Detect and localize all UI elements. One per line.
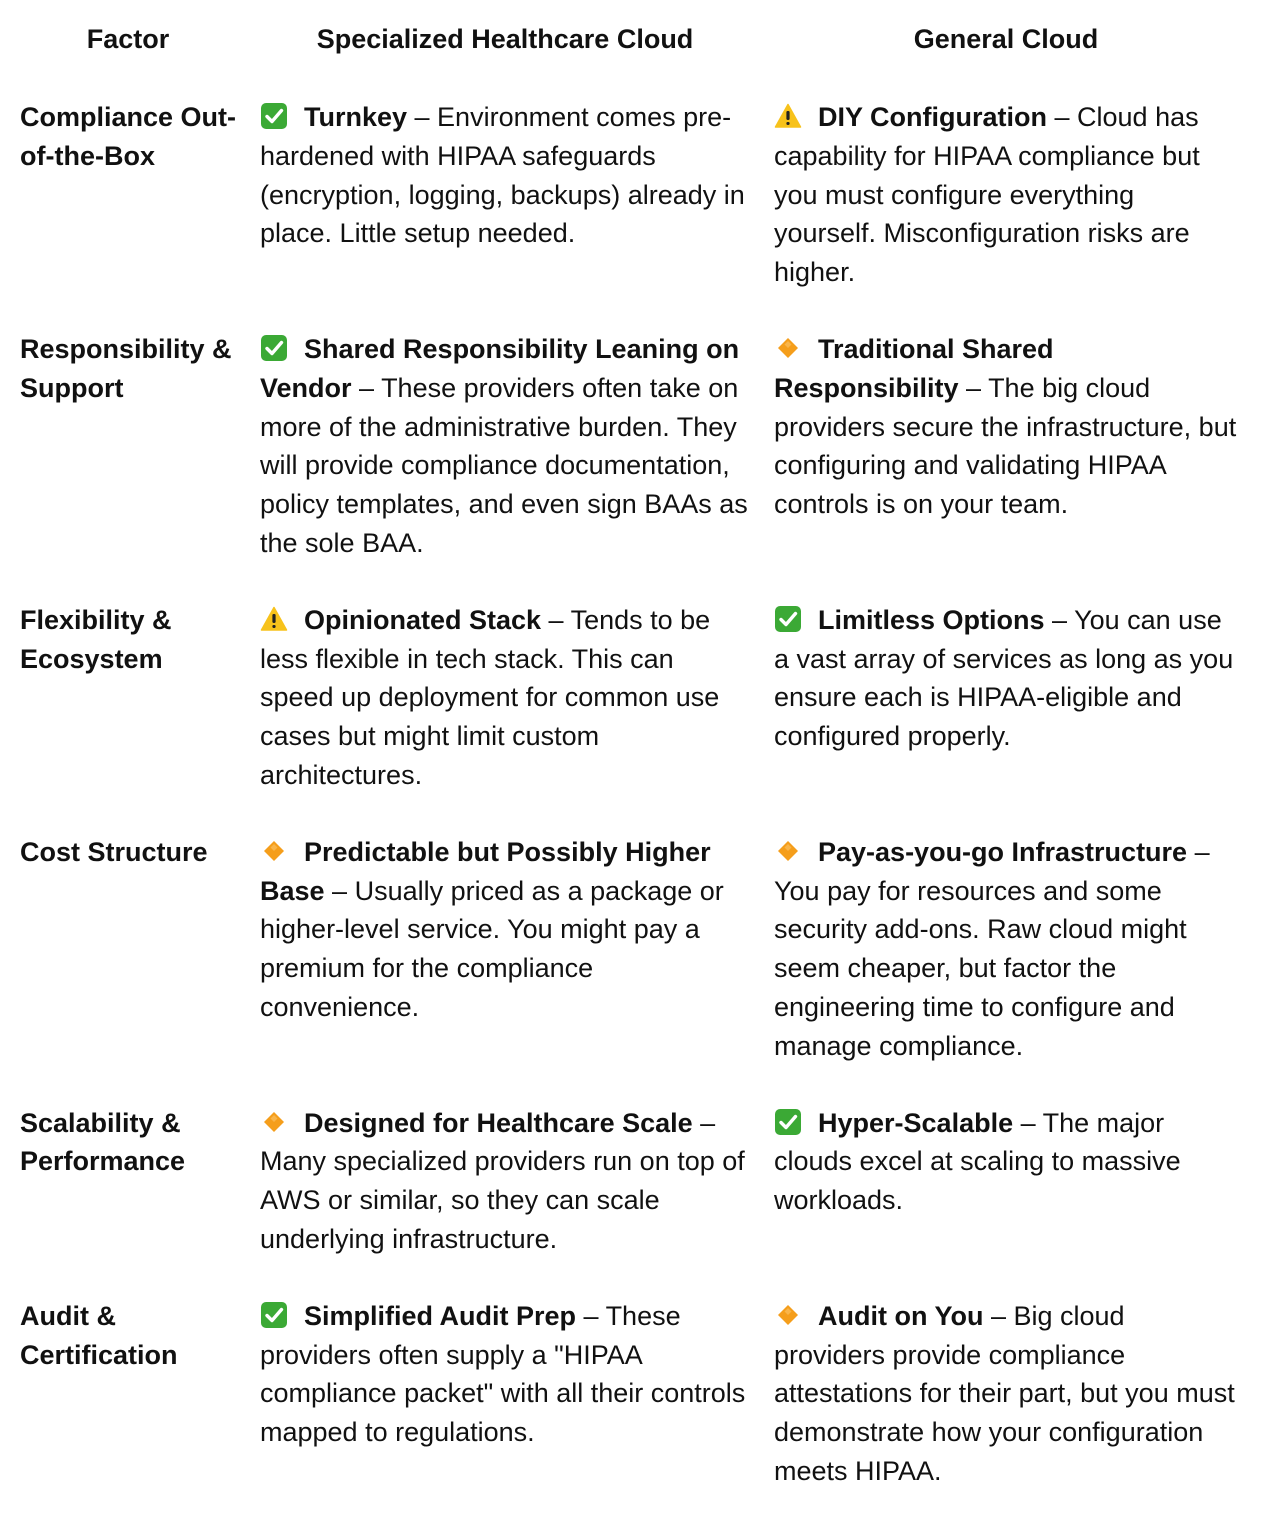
general-description: – The big cloud providers secure the infrastructure, but configuring and validating HIPAA controls is on your team. <box>774 372 1237 520</box>
general-description: – Big cloud providers provide compliance attestations for their part, but you must demonstrate how your configuration meets HIPAA. <box>774 1300 1235 1486</box>
check-icon <box>260 1301 288 1329</box>
general-title: Audit on You <box>818 1300 984 1331</box>
factor-cell: Responsibility & Support <box>20 333 232 403</box>
general-description: – Cloud has capability for HIPAA compliance but you must configure everything yourself. Misconfiguration risks are higher. <box>774 102 1200 288</box>
factor-cell: Audit & Certification <box>20 1300 178 1370</box>
header-row <box>8 0 1250 86</box>
factor-cell: Flexibility & Ecosystem <box>20 604 172 674</box>
general-cell <box>762 1092 1250 1285</box>
diamond-icon <box>774 1301 802 1329</box>
table-row <box>8 1285 1250 1517</box>
table-row <box>8 86 1250 318</box>
specialized-cell <box>248 318 762 589</box>
table-row <box>8 1092 1250 1285</box>
diamond-icon <box>774 837 802 865</box>
general-title: Limitless Options <box>818 604 1045 635</box>
header-general: General Cloud <box>913 24 1099 54</box>
specialized-description: – These providers often take on more of the administrative burden. They will provide compliance documentation, policy templates, and even sign BAAs as the sole BAA. <box>260 372 748 558</box>
specialized-description: – Tends to be less flexible in tech stack. This can speed up deployment for common use cases but might limit custom architectures. <box>260 604 720 790</box>
check-icon <box>260 334 288 362</box>
table-row <box>8 318 1250 589</box>
specialized-cell <box>248 821 762 1092</box>
general-description: – You pay for resources and some security add-ons. Raw cloud might seem cheaper, but factor the engineering time to configure and manage compliance. <box>774 836 1210 1061</box>
check-icon <box>260 102 288 130</box>
table-body <box>8 86 1250 1517</box>
general-title: Hyper-Scalable <box>818 1107 1014 1138</box>
general-title: Pay-as-you-go Infrastructure <box>818 836 1188 867</box>
specialized-title: Designed for Healthcare Scale <box>304 1107 693 1138</box>
factor-cell: Scalability & Performance <box>20 1107 186 1177</box>
factor-cell: Cost Structure <box>20 836 208 867</box>
specialized-title: Predictable but Possibly Higher Base <box>260 836 711 906</box>
warning-icon <box>260 605 288 633</box>
specialized-title: Shared Responsibility Leaning on Vendor <box>260 333 740 403</box>
specialized-title: Simplified Audit Prep <box>304 1300 577 1331</box>
diamond-icon <box>774 334 802 362</box>
comparison-table <box>8 0 1250 1517</box>
specialized-cell <box>248 589 762 821</box>
specialized-description: – Environment comes pre-hardened with HIPAA safeguards (encryption, logging, backups) already in place. Little setup needed. <box>260 102 745 249</box>
diamond-icon <box>260 1108 288 1136</box>
general-cell <box>762 86 1250 318</box>
general-description: – You can use a vast array of services as long as you ensure each is HIPAA-eligible and configured properly. <box>774 604 1234 752</box>
specialized-description: – These providers often supply a "HIPAA compliance packet" with all their controls mapped to regulations. <box>260 1300 746 1448</box>
warning-icon <box>774 102 802 130</box>
general-title: Traditional Shared Responsibility <box>774 333 1054 403</box>
specialized-cell <box>248 86 762 318</box>
factor-cell: Compliance Out-of-the-Box <box>20 102 237 171</box>
diamond-icon <box>260 837 288 865</box>
header-specialized: Specialized Healthcare Cloud <box>316 24 694 54</box>
general-title: DIY Configuration <box>818 102 1047 132</box>
check-icon <box>774 605 802 633</box>
specialized-title: Turnkey <box>304 102 408 132</box>
general-cell <box>762 821 1250 1092</box>
specialized-cell <box>248 1285 762 1517</box>
check-icon <box>774 1108 802 1136</box>
general-cell <box>762 589 1250 821</box>
header-factor: Factor <box>86 24 170 54</box>
specialized-title: Opinionated Stack <box>304 604 542 635</box>
specialized-cell <box>248 1092 762 1285</box>
specialized-description: – Usually priced as a package or higher-level service. You might pay a premium for the compliance convenience. <box>260 875 724 1022</box>
general-description: – The major clouds excel at scaling to massive workloads. <box>774 1107 1181 1216</box>
general-cell <box>762 318 1250 589</box>
general-cell <box>762 1285 1250 1517</box>
specialized-description: – Many specialized providers run on top of AWS or similar, so they can scale underlying infrastructure. <box>260 1107 745 1254</box>
table-row <box>8 589 1250 821</box>
table-row <box>8 821 1250 1092</box>
